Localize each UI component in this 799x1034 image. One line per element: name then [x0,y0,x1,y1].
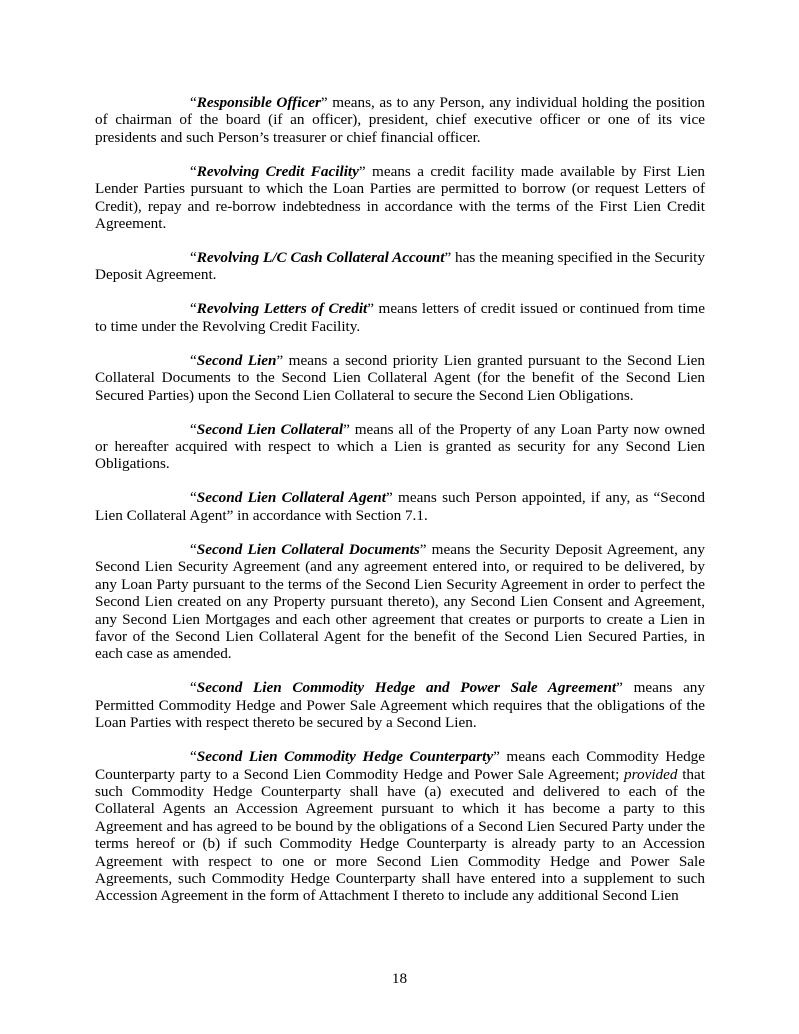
definition-text: means a second priority Lien granted pursuant to the Second Lien Collateral Documents to the Second Lien Collateral Agent (for the benefit of the Second Lien Secured Parties) upon the Second Lien Collateral to secure the Second Lien Obligations. [95,351,705,404]
definition-text-continued: that such Commodity Hedge Counterparty shall have (a) executed and delivered to each of the Collateral Agents an Accession Agreement pursuant to which it has become a party to this Agreement and has agreed to be bound by the obligations of a Second Lien Secured Party under the terms hereof or (b) if such Commodity Hedge Counterparty is already party to an Accession Agreement with respect to one or more Second Lien Commodity Hedge and Power Sale Agreements, such Commodity Hedge Counterparty shall have entered into a supplement to such Accession Agreement in the form of Attachment I thereto to include any additional Second Lien [95,765,705,905]
defined-term: Second Lien Collateral Agent [196,489,386,507]
defined-term: Revolving Credit Facility [196,162,359,180]
definition-paragraph: “Responsible Officer” means, as to any Person, any individual holding the position of chairman of the board (if an officer), president, chief executive officer or one of its vice presidents and such Person’s treasurer or chief financial officer. [95,94,705,146]
page-number: 18 [391,970,408,987]
defined-term: Second Lien Commodity Hedge Counterparty [196,748,494,766]
definition-paragraph: “Second Lien Collateral” means all of the Property of any Loan Party now owned or hereafter acquired with respect to which a Lien is granted as security for any Second Lien Obligations. [95,420,705,473]
definition-paragraph: “Revolving L/C Cash Collateral Account” has the meaning specified in the Security Deposit Agreement. [95,249,705,284]
definition-text: means the Security Deposit Agreement, any Second Lien Security Agreement (and any agreement entered into, or required to be delivered, by any Loan Party pursuant to the terms of the Second Lien Security Agreement in order to perfect the Second Lien created on any Property pursuant thereto), any Second Lien Consent and Agreement, any Second Lien Mortgages and each other agreement that creates or purports to create a Lien in favor of the Second Lien Collateral Agent for the benefit of the Second Lien Secured Parties, in each case as amended. [95,540,705,663]
definition-text: means each Commodity Hedge Counterparty party to a Second Lien Commodity Hedge and Power Sale Agreement; [95,748,706,783]
defined-term: Revolving L/C Cash Collateral Account [196,249,445,267]
definition-paragraph: “Revolving Credit Facility” means a credit facility made available by First Lien Lender Parties pursuant to which the Loan Parties are permitted to borrow (or request Letters of Credit), repay and re-borrow indebtedness in accordance with the terms of the First Lien Credit Agreement. [95,162,705,233]
definition-text: means, as to any Person, any individual holding the position of chairman of the board (if an officer), president, chief executive officer or one of its vice presidents and such Person’s treasurer or chief financial officer. [95,94,705,146]
definition-text: has the meaning specified in the Security Deposit Agreement. [95,249,705,284]
definition-paragraph: “Second Lien Commodity Hedge and Power Sale Agreement” means any Permitted Commodity Hedge and Power Sale Agreement which requires that the obligations of the Loan Parties with respect thereto be secured by a Second Lien. [95,679,705,732]
defined-term: Second Lien Collateral [196,420,344,438]
definition-text: means such Person appointed, if any, as “Second Lien Collateral Agent” in accordance with Section 7.1. [95,489,705,524]
definition-paragraph: “Second Lien Collateral Documents” means the Security Deposit Agreement, any Second Lien Security Agreement (and any agreement entered into, or required to be delivered, by any Loan Party pursuant to the terms of the Second Lien Security Agreement in order to perfect the Second Lien created on any Property pursuant thereto), any Second Lien Consent and Agreement, any Second Lien Mortgages and each other agreement that creates or purports to create a Lien in favor of the Second Lien Collateral Agent for the benefit of the Second Lien Secured Parties, in each case as amended. [95,540,705,663]
defined-term: Second Lien [196,351,277,369]
definition-text: means a credit facility made available by First Lien Lender Parties pursuant to which the Loan Parties are permitted to borrow (or request Letters of Credit), repay and re-borrow indebtedness in accordance with the terms of the First Lien Credit Agreement. [95,162,705,233]
definitions-list [95,94,705,921]
defined-term: Second Lien Collateral Documents [196,540,420,558]
defined-term: Responsible Officer [196,94,321,111]
definition-text: means any Permitted Commodity Hedge and Power Sale Agreement which requires that the obligations of the Loan Parties with respect thereto be secured by a Second Lien. [95,679,705,732]
definition-paragraph: “Second Lien Collateral Agent” means such Person appointed, if any, as “Second Lien Collateral Agent” in accordance with Section 7.1. [95,489,705,524]
defined-term: Second Lien Commodity Hedge and Power Sale Agreement [196,679,617,697]
definition-text: means all of the Property of any Loan Party now owned or hereafter acquired with respect to which a Lien is granted as security for any Second Lien Obligations. [95,420,705,473]
proviso-word: provided [624,765,678,783]
definition-paragraph: “Second Lien” means a second priority Lien granted pursuant to the Second Lien Collateral Documents to the Second Lien Collateral Agent (for the benefit of the Second Lien Secured Parties) upon the Second Lien Collateral to secure the Second Lien Obligations. [95,351,705,404]
definition-text: means letters of credit issued or continued from time to time under the Revolving Credit Facility. [95,300,705,335]
defined-term: Revolving Letters of Credit [196,300,368,318]
definition-paragraph: “Revolving Letters of Credit” means letters of credit issued or continued from time to time under the Revolving Credit Facility. [95,300,705,335]
definition-paragraph: “Second Lien Commodity Hedge Counterparty” means each Commodity Hedge Counterparty party to a Second Lien Commodity Hedge and Power Sale Agreement; provided that such Commodity Hedge Counterparty shall have (a) executed and delivered to each of the Collateral Agents an Accession Agreement pursuant to which it has become a party to this Agreement and has agreed to be bound by the obligations of a Second Lien Secured Party under the terms hereof or (b) if such Commodity Hedge Counterparty is already party to an Accession Agreement with respect to one or more Second Lien Commodity Hedge and Power Sale Agreements, such Commodity Hedge Counterparty shall have entered into a supplement to such Accession Agreement in the form of Attachment I thereto to include any additional Second Lien [95,748,706,905]
